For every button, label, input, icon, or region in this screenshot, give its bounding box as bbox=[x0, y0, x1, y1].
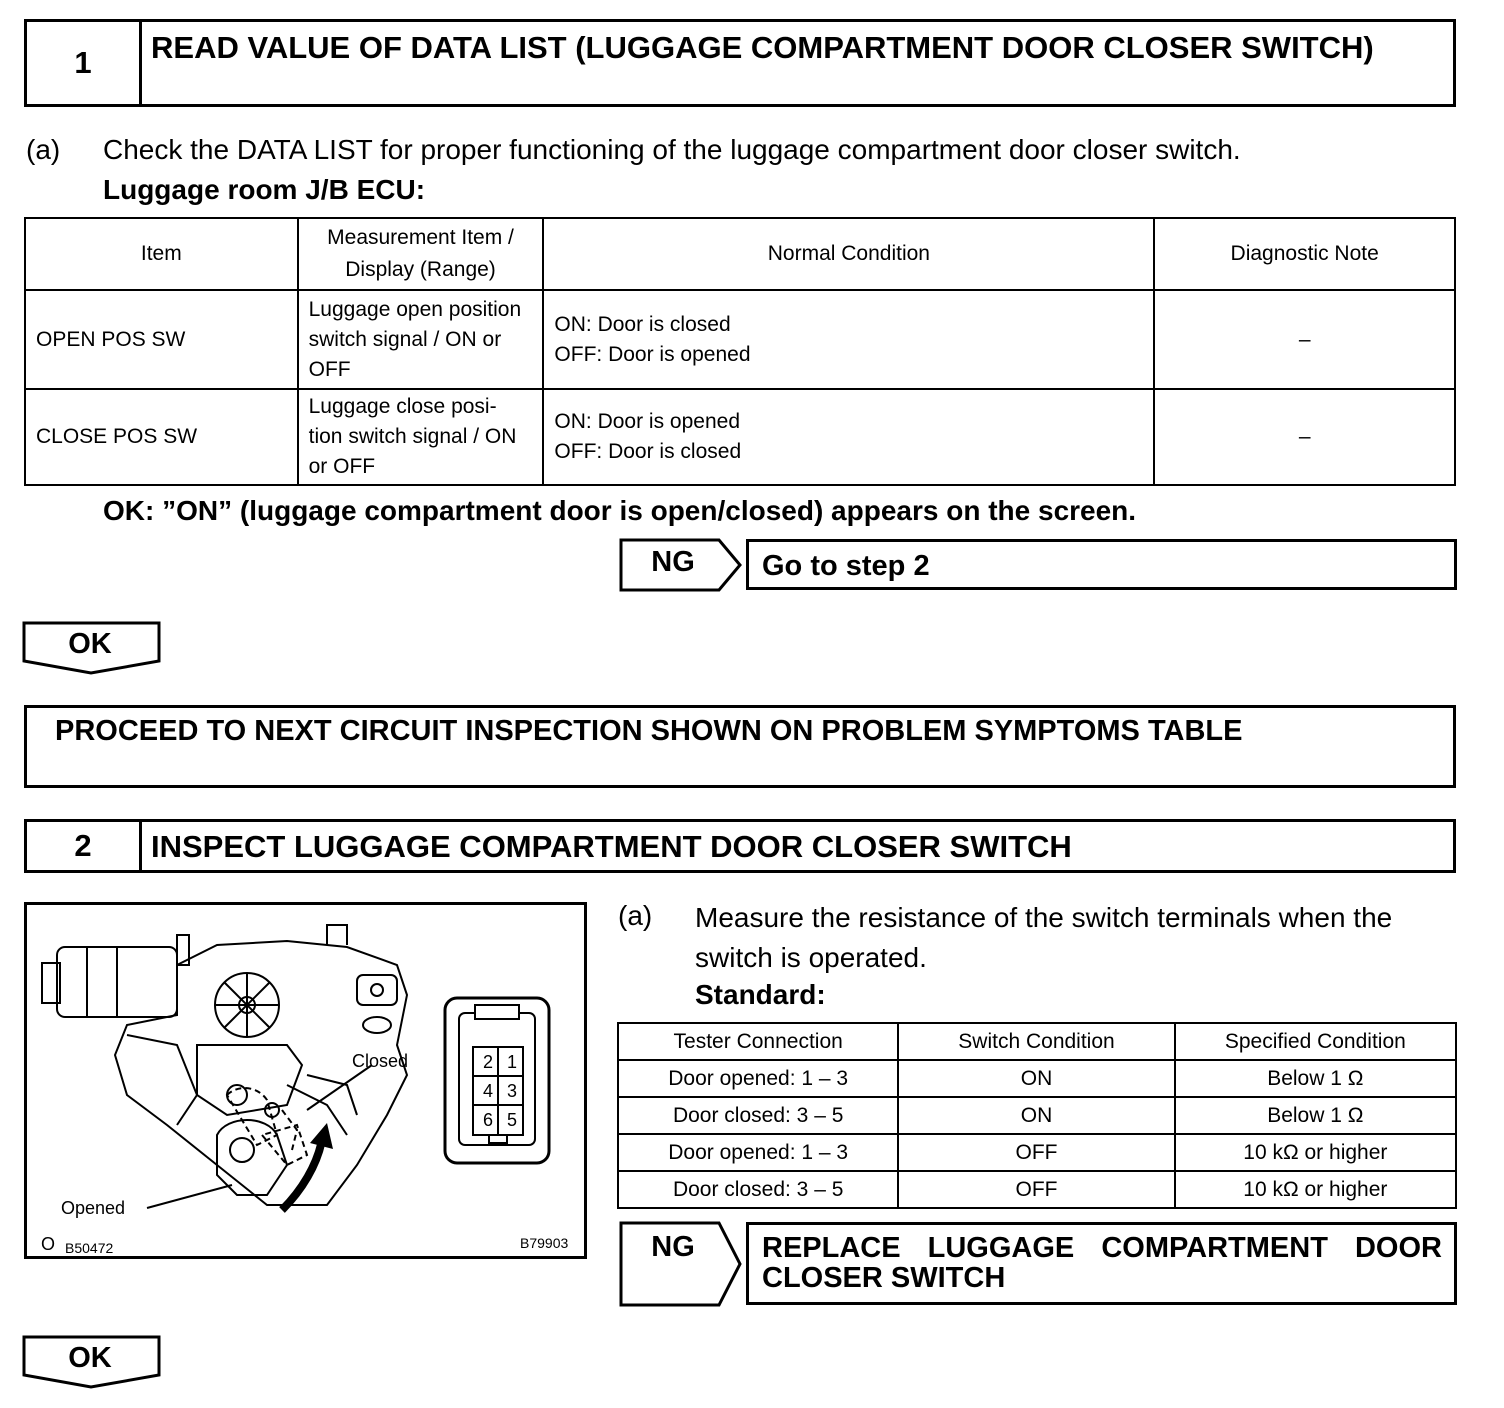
step1-instruction: Check the DATA LIST for proper functioning of the luggage compartment door closer switch. bbox=[103, 134, 1241, 165]
pin-label: 3 bbox=[506, 1081, 517, 1101]
standard-label: Standard: bbox=[695, 979, 826, 1010]
proceed-box bbox=[24, 705, 1456, 788]
ng-action-text: Go to step 2 bbox=[762, 550, 930, 582]
label-closed: Closed bbox=[352, 1051, 409, 1071]
cell-spec: 10 kΩ or higher bbox=[1175, 1171, 1456, 1208]
step1-number: 1 bbox=[27, 22, 142, 104]
cell-normal bbox=[543, 290, 1154, 389]
cell-item: CLOSE POS SW bbox=[25, 389, 298, 485]
col-header-switch: Switch Condition bbox=[898, 1023, 1174, 1060]
pin-label: 5 bbox=[506, 1110, 517, 1130]
table-row bbox=[25, 389, 1455, 485]
step2-header bbox=[24, 819, 1456, 873]
ng-action-line: CLOSER SWITCH bbox=[762, 1262, 1006, 1294]
cell-note: – bbox=[1154, 290, 1455, 389]
cell-measurement: Luggage close posi- tion switch signal / ON or OFF bbox=[298, 389, 544, 485]
pin-label: 6 bbox=[482, 1110, 493, 1130]
cell-measurement: Luggage open position switch signal / ON or OFF bbox=[298, 290, 544, 389]
ok-criteria: OK: ”ON” (luggage compartment door is open/closed) appears on the screen. bbox=[103, 495, 1137, 526]
table-row bbox=[25, 290, 1455, 389]
ng-action-line: REPLACE LUGGAGE COMPARTMENT DOOR bbox=[762, 1232, 1442, 1264]
cell-condition: ON bbox=[898, 1060, 1174, 1097]
ok-label: OK bbox=[68, 1342, 112, 1374]
cell-spec: 10 kΩ or higher bbox=[1175, 1134, 1456, 1171]
figure-corner-mark: O bbox=[41, 1234, 56, 1254]
cell-item: OPEN POS SW bbox=[25, 290, 298, 389]
figure-code-left: B50472 bbox=[65, 1240, 114, 1256]
resistance-table bbox=[617, 1022, 1457, 1209]
ng-label: NG bbox=[651, 1231, 695, 1263]
step1-header bbox=[24, 19, 1456, 107]
ng-action-box bbox=[746, 1222, 1457, 1305]
table-row bbox=[618, 1097, 1456, 1134]
cell-connection: Door closed: 3 – 5 bbox=[618, 1171, 898, 1208]
pin-label: 2 bbox=[482, 1052, 493, 1072]
normal-line: ON: Door is opened bbox=[554, 410, 741, 433]
col-header-tester: Tester Connection bbox=[618, 1023, 898, 1060]
figure-code-right: B79903 bbox=[520, 1235, 569, 1251]
normal-line: OFF: Door is closed bbox=[554, 440, 742, 463]
col-header-measurement: Measurement Item / Display (Range) bbox=[298, 218, 544, 290]
col-header-normal: Normal Condition bbox=[543, 218, 1154, 290]
table-row bbox=[618, 1134, 1456, 1171]
cell-normal bbox=[543, 389, 1154, 485]
col-header-spec: Specified Condition bbox=[1175, 1023, 1456, 1060]
cell-connection: Door opened: 1 – 3 bbox=[618, 1134, 898, 1171]
table-row bbox=[618, 1060, 1456, 1097]
switch-figure bbox=[24, 902, 587, 1259]
normal-line: OFF: Door is opened bbox=[554, 342, 751, 366]
ecu-label: Luggage room J/B ECU: bbox=[103, 174, 426, 205]
normal-line: ON: Door is closed bbox=[554, 312, 731, 336]
cell-condition: OFF bbox=[898, 1134, 1174, 1171]
step1-title: READ VALUE OF DATA LIST (LUGGAGE COMPARTMENT DOOR CLOSER SWITCH) bbox=[151, 30, 1374, 65]
cell-condition: ON bbox=[898, 1097, 1174, 1134]
ok-label: OK bbox=[68, 628, 112, 660]
step2-number: 2 bbox=[27, 822, 142, 870]
col-header-item: Item bbox=[25, 218, 298, 290]
step2-instruction-marker: (a) bbox=[618, 900, 653, 931]
cell-spec: Below 1 Ω bbox=[1175, 1060, 1456, 1097]
table-header-row bbox=[25, 218, 1455, 290]
pin-label: 4 bbox=[482, 1081, 493, 1101]
proceed-text: PROCEED TO NEXT CIRCUIT INSPECTION SHOWN ON PROBLEM SYMPTOMS TABLE bbox=[55, 715, 1243, 747]
ng-action-box bbox=[746, 539, 1457, 590]
step2-instruction: Measure the resistance of the switch terminals when the switch is operated. bbox=[695, 902, 1393, 973]
cell-connection: Door closed: 3 – 5 bbox=[618, 1097, 898, 1134]
col-header-note: Diagnostic Note bbox=[1154, 218, 1455, 290]
cell-condition: OFF bbox=[898, 1171, 1174, 1208]
data-list-table bbox=[24, 217, 1456, 486]
cell-connection: Door opened: 1 – 3 bbox=[618, 1060, 898, 1097]
label-opened: Opened bbox=[61, 1198, 126, 1218]
cell-note: – bbox=[1154, 389, 1455, 485]
ng-label: NG bbox=[651, 546, 695, 578]
step2-title: INSPECT LUGGAGE COMPARTMENT DOOR CLOSER SWITCH bbox=[151, 829, 1072, 864]
table-row bbox=[618, 1171, 1456, 1208]
cell-spec: Below 1 Ω bbox=[1175, 1097, 1456, 1134]
table-header-row bbox=[618, 1023, 1456, 1060]
step1-instruction-marker: (a) bbox=[26, 134, 61, 165]
pin-label: 1 bbox=[506, 1052, 517, 1072]
